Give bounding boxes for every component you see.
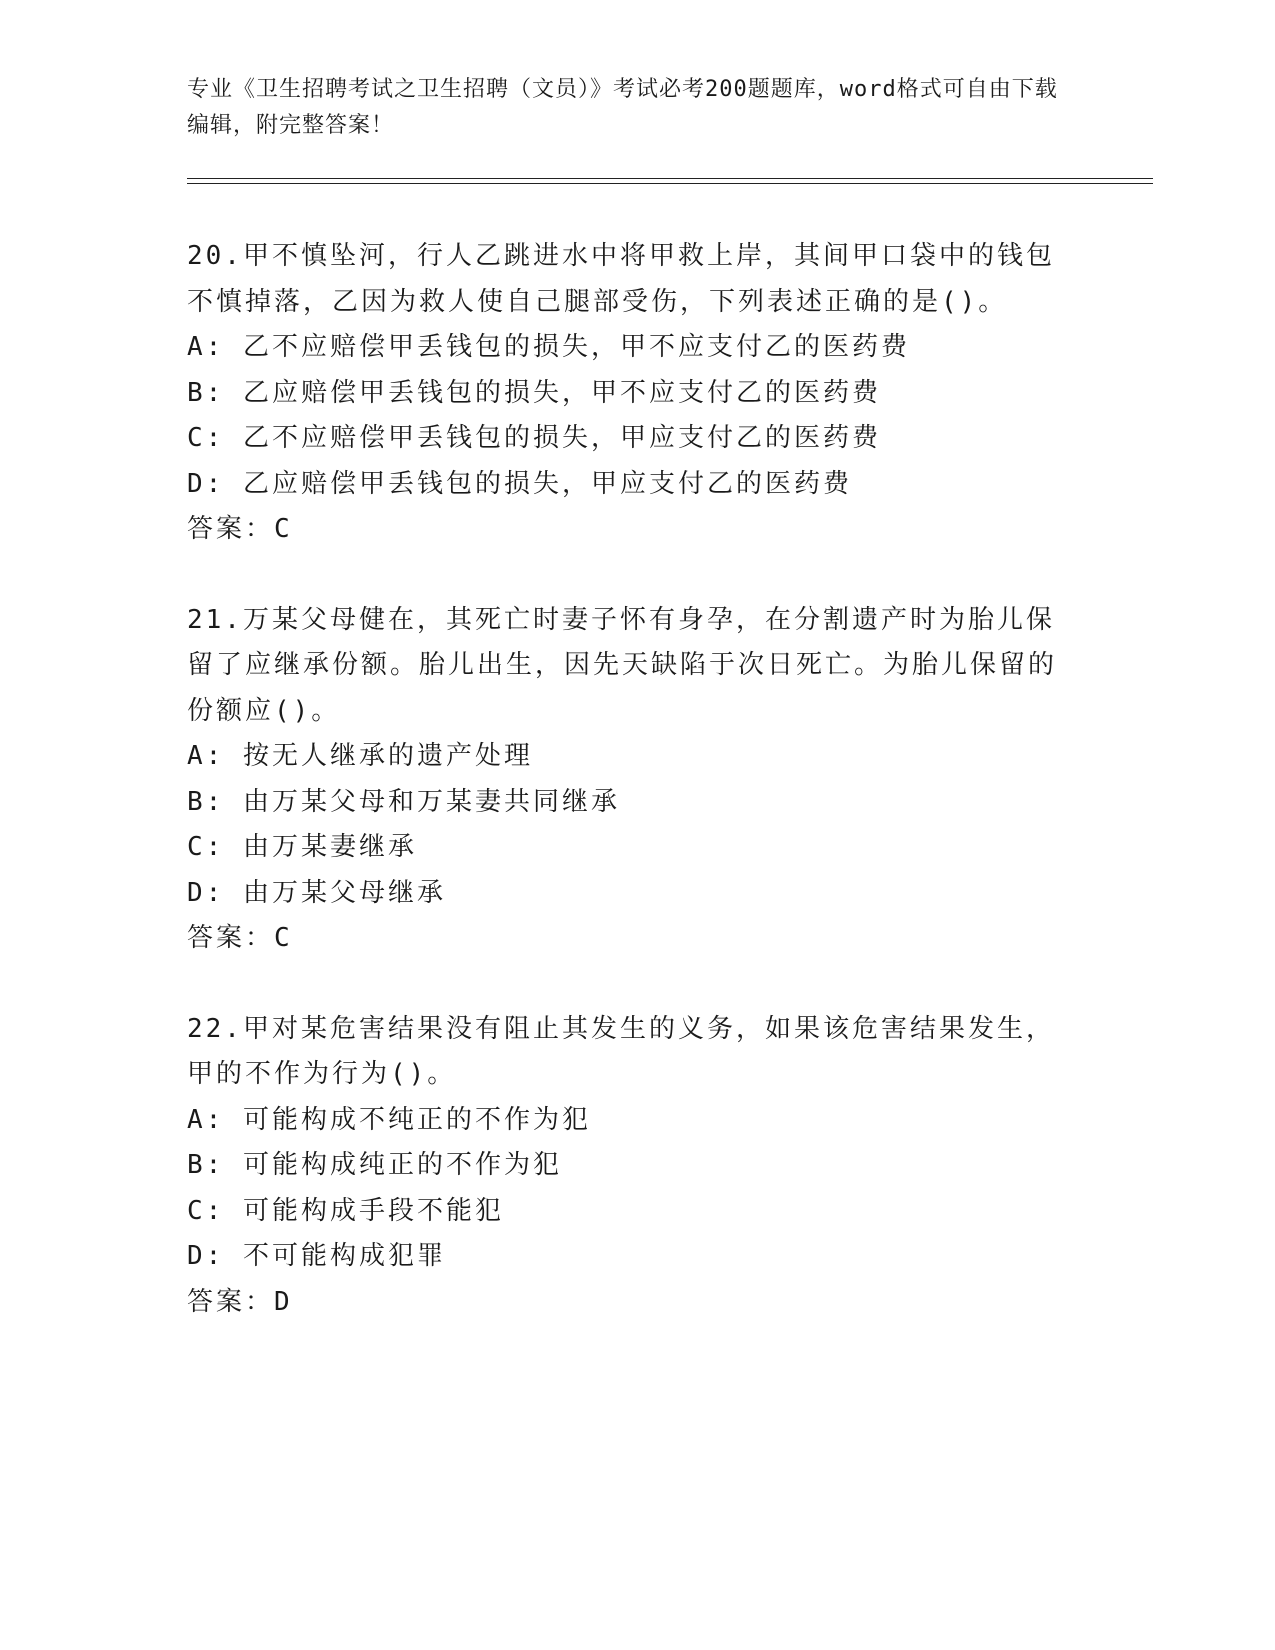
option-a: A: 按无人继承的遗产处理 [187, 741, 533, 771]
option-b: B: 可能构成纯正的不作为犯 [187, 1150, 562, 1180]
option-b: B: 乙应赔偿甲丢钱包的损失，甲不应支付乙的医药费 [187, 377, 881, 408]
option-d: D: 乙应赔偿甲丢钱包的损失，甲应支付乙的医药费 [187, 468, 852, 499]
answer-line: 答案：C [187, 514, 293, 544]
question-22 [187, 1007, 1067, 1326]
document-header [187, 72, 1067, 144]
option-a: A: 可能构成不纯正的不作为犯 [187, 1104, 591, 1135]
question-20 [187, 234, 1067, 553]
question-stem: 21.万某父母健在，其死亡时妻子怀有身孕，在分割遗产时为胎儿保留了应继承份额。胎儿出生，因先天缺陷于次日死亡。为胎儿保留的份额应()。 [187, 604, 1058, 726]
question-21 [187, 598, 1067, 962]
option-b: B: 由万某父母和万某妻共同继承 [187, 786, 620, 817]
answer-line: 答案：C [187, 923, 293, 953]
option-d: D: 由万某父母继承 [187, 877, 446, 908]
header-divider-top [187, 178, 1153, 179]
option-a: A: 乙不应赔偿甲丢钱包的损失，甲不应支付乙的医药费 [187, 332, 910, 362]
option-d: D: 不可能构成犯罪 [187, 1241, 446, 1271]
question-list [187, 234, 1067, 1370]
question-stem: 20.甲不慎坠河，行人乙跳进水中将甲救上岸，其间甲口袋中的钱包不慎掉落，乙因为救人使自己腿部受伤，下列表述正确的是()。 [187, 241, 1055, 317]
header-divider-bottom [187, 183, 1153, 184]
header-text: 专业《卫生招聘考试之卫生招聘（文员）》考试必考200题题库，word格式可自由下载编辑，附完整答案！ [187, 77, 1058, 138]
answer-line: 答案：D [187, 1286, 293, 1317]
option-c: C: 可能构成手段不能犯 [187, 1195, 504, 1226]
option-c: C: 乙不应赔偿甲丢钱包的损失，甲应支付乙的医药费 [187, 423, 881, 453]
question-stem: 22.甲对某危害结果没有阻止其发生的义务，如果该危害结果发生，甲的不作为行为()。 [187, 1013, 1055, 1089]
option-c: C: 由万某妻继承 [187, 832, 417, 862]
